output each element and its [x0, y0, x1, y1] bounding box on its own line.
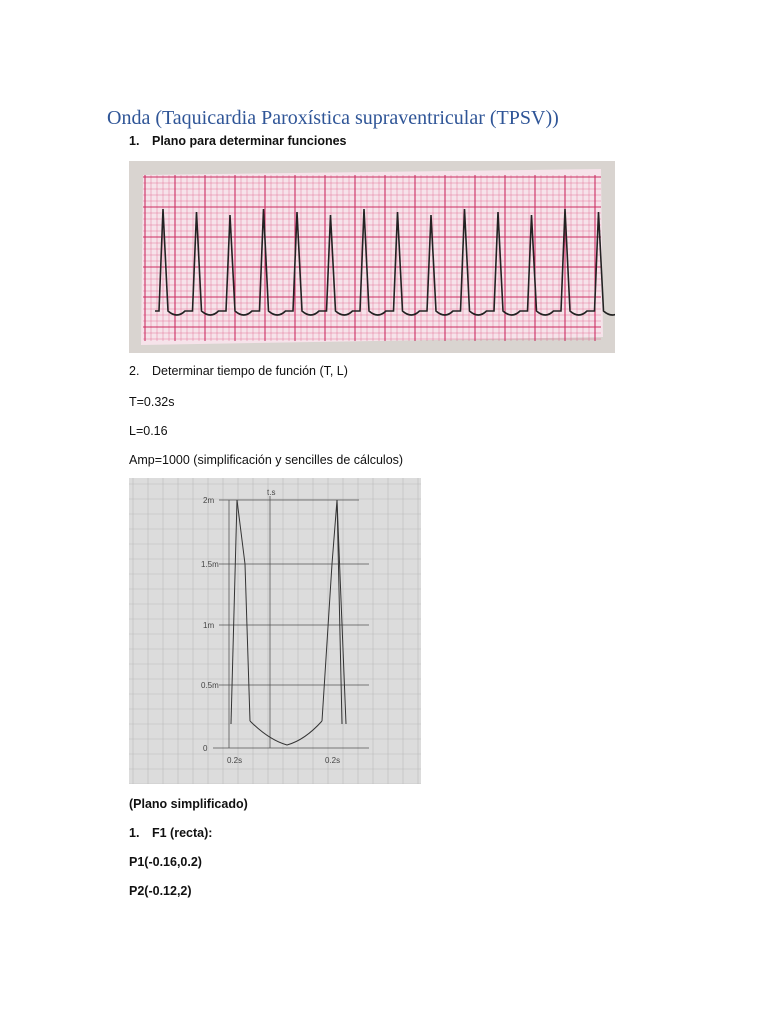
- point-p1: P1(-0.16,0.2): [129, 855, 202, 869]
- x-label-a: 0.2s: [227, 756, 243, 765]
- list-number: 2.: [129, 364, 140, 378]
- top-label: t.s: [267, 488, 276, 497]
- section-1-text: Plano para determinar funciones: [152, 134, 347, 148]
- value-t: T=0.32s: [129, 395, 175, 409]
- page-title: Onda (Taquicardia Paroxística supraventricular (TPSV)): [107, 107, 559, 129]
- y-label-1-5m: 1.5m: [201, 560, 219, 569]
- ecg-strip-image: [129, 161, 615, 353]
- value-l: L=0.16: [129, 424, 168, 438]
- y-label-1m: 1m: [203, 621, 215, 630]
- list-number: 1.: [129, 134, 140, 148]
- section-1-heading: [129, 134, 347, 148]
- y-label-0: 0: [203, 744, 208, 753]
- graph-caption: (Plano simplificado): [129, 797, 248, 811]
- x-label-b: 0.2s: [325, 756, 341, 765]
- hand-drawn-graph-image: [129, 478, 421, 784]
- value-amp: Amp=1000 (simplificación y sencilles de cálculos): [129, 453, 404, 467]
- point-p2: P2(-0.12,2): [129, 884, 192, 898]
- section-2-heading: [129, 364, 348, 378]
- graph-curve: [231, 500, 346, 745]
- f1-text: F1 (recta):: [152, 826, 213, 840]
- f1-heading: [129, 826, 212, 840]
- y-label-2m: 2m: [203, 496, 215, 505]
- y-label-0-5m: 0.5m: [201, 681, 219, 690]
- list-number: 1.: [129, 826, 140, 840]
- section-2-text: Determinar tiempo de función (T, L): [152, 364, 348, 378]
